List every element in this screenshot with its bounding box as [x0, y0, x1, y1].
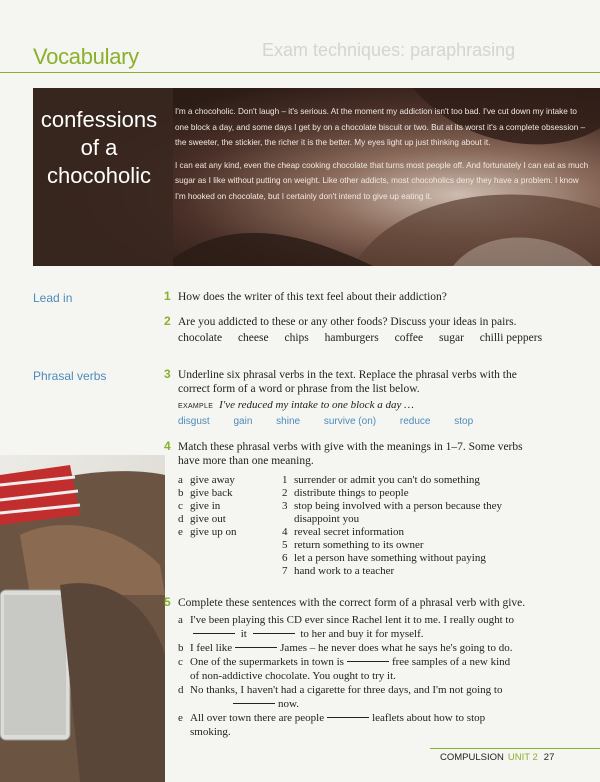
- sentence-list: a I've been playing this CD ever since Rachel lent it to me. I really ought to it to her and buy it for myself. b I feel like James – he never does what he says he's going to do. c One of the supermarkets in town is free samples of a new kind of non-addictive chocolate. You ought to try it. d No thanks, I haven't had a cigarette for three days, and I'm not going to now. e All over town there are people leaflets about how to stop smoking.: [178, 614, 514, 738]
- article-paragraph: I'm a chocoholic. Don't laugh – it's serious. At the moment my addiction isn't too bad. I've cut down my intake to one block a day, and some days I get by on a chocolate biscuit or two. But at its worst it's a complete obsession – the sweeter, the stickier, the richer it is the better. My eyes light up just thinking about it.: [175, 107, 586, 147]
- answer-blank[interactable]: [347, 661, 389, 662]
- ghost-heading: Exam techniques: paraphrasing: [262, 40, 516, 60]
- word-item: gain: [233, 416, 253, 427]
- question-number: 3: [164, 367, 171, 381]
- food-list: [178, 332, 555, 344]
- section-phrasal-verbs: Phrasal verbs: [33, 369, 107, 383]
- example-line: EXAMPLE I've reduced my intake to one block a day …: [178, 399, 414, 411]
- banner-article: [175, 104, 589, 211]
- answer-blank[interactable]: [327, 717, 369, 718]
- footer-unit: UNIT 2: [507, 752, 538, 763]
- page-number: 27: [543, 752, 555, 763]
- question-3-text: Underline six phrasal verbs in the text. Replace the phrasal verbs with the correct form of a word or phrase from the list below.: [178, 369, 517, 395]
- question-2-text: Are you addicted to these or any other foods? Discuss your ideas in pairs.: [178, 316, 517, 328]
- meaning-list: 1 surrender or admit you can't do something 2 distribute things to people 3 stop being involved with a person because they disappoint you 4 reveal secret information 5 return something to its owner 6 let a person have something without paying 7 hand work to a teacher: [282, 474, 503, 577]
- article-paragraph: I can eat any kind, even the cheap cooking chocolate that turns most people off. And fortunately I can eat as much sugar as I like without putting on weight. Like other addicts, most chocoholics deny they have a problem. I know I'm hooked on chocolate, but I certainly don't intend to give up eating it.: [175, 160, 589, 201]
- question-number: 1: [164, 289, 171, 303]
- question-4-text: Match these phrasal verbs with give with the meanings in 1–7. Some verbs have more than one meaning.: [178, 441, 523, 467]
- word-item: disgust: [178, 416, 210, 427]
- question-5-text: Complete these sentences with the correct form of a phrasal verb with give.: [178, 597, 526, 609]
- word-item: survive (on): [323, 416, 377, 427]
- answer-blank[interactable]: [233, 703, 275, 704]
- food-item: chocolate: [178, 332, 223, 344]
- page-footer: [440, 752, 554, 763]
- word-item: shine: [276, 416, 301, 427]
- food-item: chips: [284, 332, 309, 344]
- footer-topic: COMPULSION: [440, 752, 504, 763]
- chocolate-banner: [33, 88, 600, 266]
- word-list: [178, 416, 494, 427]
- question-number: 2: [164, 314, 171, 328]
- question-number: 5: [164, 595, 171, 609]
- person-with-laptop-photo: [0, 455, 165, 782]
- footer-rule: [430, 748, 600, 749]
- word-item: reduce: [399, 416, 431, 427]
- food-item: hamburgers: [324, 332, 379, 344]
- food-item: sugar: [438, 332, 464, 344]
- header-rule: [0, 72, 600, 73]
- question-number: 4: [164, 439, 171, 453]
- answer-blank[interactable]: [253, 633, 295, 634]
- answer-blank[interactable]: [193, 633, 235, 634]
- word-item: stop: [454, 416, 474, 427]
- question-1-text: How does the writer of this text feel about their addiction?: [178, 291, 447, 303]
- answer-blank[interactable]: [235, 647, 277, 648]
- food-item: cheese: [237, 332, 269, 344]
- verb-list: a give away b give back c give in d give out e give up on: [178, 474, 237, 538]
- page-title: Vocabulary: [33, 44, 139, 69]
- food-item: chilli peppers: [479, 332, 543, 344]
- food-item: coffee: [394, 332, 424, 344]
- example-label: EXAMPLE: [178, 403, 214, 410]
- section-lead-in: Lead in: [33, 291, 73, 305]
- banner-heading: confessions of a chocoholic: [40, 107, 158, 188]
